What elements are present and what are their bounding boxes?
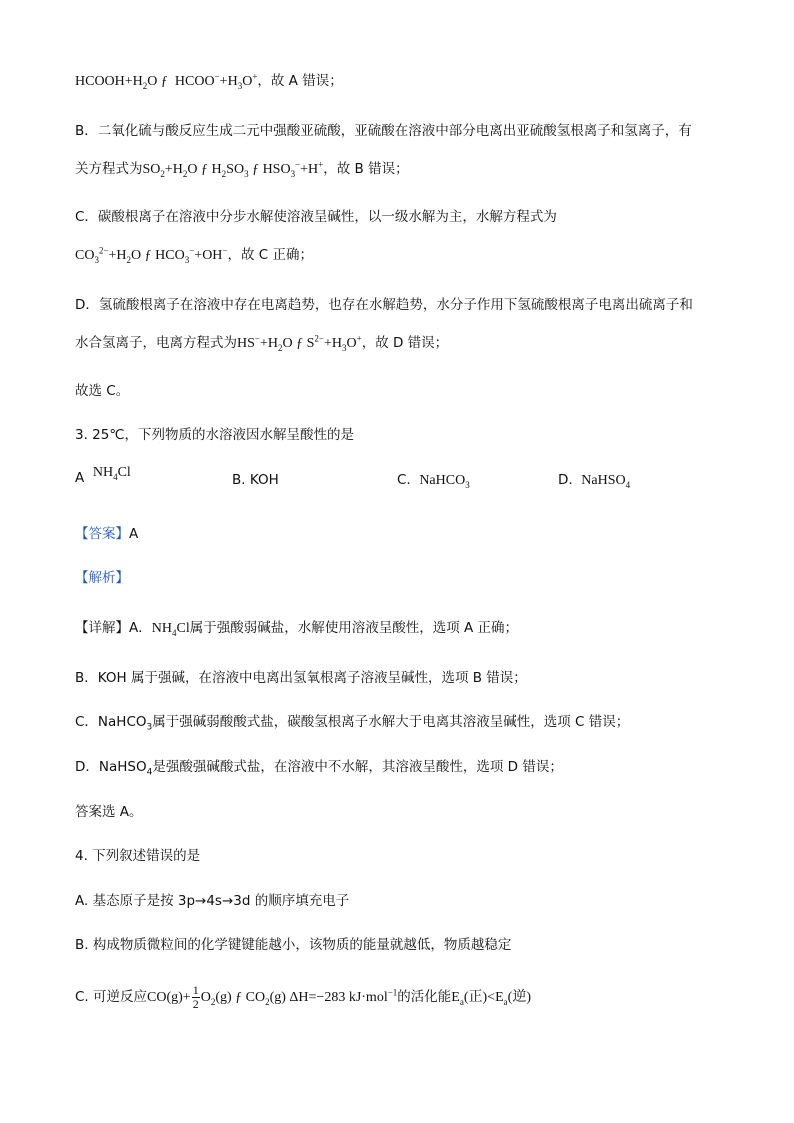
text: 水合氢离子，电离方程式为	[75, 335, 237, 351]
answer-line	[75, 525, 138, 543]
text: 2	[210, 996, 216, 1007]
text: D.	[558, 472, 573, 488]
text: 属于强碱弱酸酸式盐，碳酸氢根离子水解大于电离其溶液呈碱性，选项 C 错误；	[152, 714, 630, 730]
option-b: B. KOH	[232, 472, 279, 488]
text: ，故 A 错误；	[257, 73, 343, 89]
text: 2	[265, 996, 270, 1007]
text: −	[189, 245, 195, 256]
analysis-label: 【解析】	[75, 570, 129, 586]
text: HCOO	[174, 74, 215, 89]
text: −	[214, 71, 220, 82]
text: NH	[151, 621, 172, 636]
text: O ƒ H	[187, 162, 222, 177]
text: ，故 D 错误；	[361, 335, 449, 351]
equilibrium-symbol: ƒ	[160, 74, 168, 89]
option-a	[75, 465, 131, 487]
option-d	[558, 472, 630, 489]
text: O ƒ HCO	[131, 248, 185, 263]
text: +H	[300, 162, 319, 177]
question-4-stem: 4. 下列叙述错误的是	[75, 848, 201, 864]
detail-d-line	[75, 758, 563, 776]
text: NaHCO	[419, 473, 466, 488]
denominator: 2	[192, 997, 199, 1012]
final-answer: 答案选 A。	[75, 804, 143, 820]
text: CO	[75, 248, 95, 263]
text: +	[318, 159, 324, 170]
text: E	[495, 990, 504, 1005]
question-3-stem: 3. 25℃，下列物质的水溶液因水解呈酸性的是	[75, 427, 355, 443]
explanation-b-line1: B．二氧化硫与酸反应生成二元中强酸亚硫酸，亚硫酸在溶液中部分电离出亚硫酸氢根离子和氢离子，有	[75, 123, 692, 139]
text: 3	[244, 168, 249, 179]
option-c	[397, 472, 470, 489]
text: 4	[171, 627, 177, 638]
text: +OH	[194, 248, 223, 263]
text: A	[75, 470, 85, 486]
text: C．NaHCO	[75, 714, 147, 730]
text: 的活化能	[397, 989, 452, 1005]
q4-option-c	[75, 982, 531, 1013]
text: −1	[387, 987, 398, 998]
text: 3	[465, 479, 470, 490]
detail-b-line: B．KOH 属于强碱，在溶液中电离出氢氧根离子溶液呈碱性，选项 B 错误；	[75, 670, 527, 686]
text: O ƒ S	[282, 336, 315, 351]
text: 3	[94, 254, 99, 265]
text: 3	[290, 168, 296, 179]
text: 2	[142, 80, 148, 91]
text: +H	[323, 336, 342, 351]
explanation-c-line1: C．碳酸根离子在溶液中分步水解使溶液呈碱性，以一级水解为主，水解方程式为	[75, 209, 557, 225]
text: HCOOH	[75, 74, 125, 89]
text: 4	[625, 479, 631, 490]
text: +	[356, 333, 362, 344]
answer-value: A	[129, 526, 139, 542]
text: NaHSO	[581, 473, 626, 488]
text: +H	[164, 162, 183, 177]
text: NH	[92, 465, 114, 480]
text: +H	[219, 74, 238, 89]
text: E	[451, 990, 460, 1005]
q4-option-b: B. 构成物质微粒间的化学键键能越小，该物质的能量就越低，物质越稳定	[75, 937, 512, 953]
q4-option-a: A. 基态原子是按 3p→4s→3d 的顺序填充电子	[75, 893, 350, 909]
text: −	[254, 333, 260, 344]
numerator: 1	[192, 983, 199, 998]
text: Cl	[117, 465, 131, 480]
conclusion-line: 故选 C。	[75, 383, 130, 399]
text: +H	[124, 74, 143, 89]
text: O	[242, 74, 253, 89]
text: 2	[221, 168, 227, 179]
text: 2	[160, 168, 165, 179]
explanation-c-line2	[75, 246, 313, 265]
explanation-d-line1: D．氢硫酸根离子在溶液中存在电离趋势，也存在水解趋势，水分子作用下氢硫酸根离子电离出硫离子和	[75, 297, 693, 313]
text: ƒ HSO	[248, 162, 291, 177]
text: +H	[108, 248, 127, 263]
answer-label: 【答案】	[75, 526, 129, 542]
text: −	[222, 245, 228, 256]
text: 4	[113, 471, 118, 482]
text: ，故 C 正确；	[227, 247, 314, 263]
text: O	[147, 74, 158, 89]
equation-hcooh	[75, 72, 343, 91]
detail-a-line	[75, 619, 518, 638]
text: (逆)	[507, 990, 531, 1005]
text: 是强酸强碱酸式盐，在溶液中不水解，其溶液呈酸性，选项 D 错误；	[152, 759, 563, 775]
text: (g) ΔH=−283 kJ·mol	[269, 990, 388, 1005]
text: 3	[146, 722, 153, 733]
text: A．	[129, 620, 152, 636]
text: O	[200, 990, 211, 1005]
text: 3	[184, 254, 190, 265]
text: 2	[126, 254, 132, 265]
text: HS	[237, 336, 255, 351]
detail-label: 【详解】	[75, 620, 129, 636]
text: CO(g)+	[147, 990, 191, 1005]
text: SO	[226, 162, 245, 177]
text: 2−	[314, 333, 324, 344]
text: ，故 B 错误；	[323, 161, 409, 177]
text: +H	[259, 336, 278, 351]
text: 关方程式为	[75, 161, 143, 177]
text: 3	[237, 80, 243, 91]
text: Cl	[176, 621, 190, 636]
detail-c-line	[75, 713, 629, 731]
text: D．NaHSO	[75, 759, 147, 775]
explanation-b-line2	[75, 160, 409, 179]
explanation-d-line2	[75, 334, 448, 353]
text: a	[459, 996, 464, 1007]
text: SO	[142, 162, 161, 177]
text: 3	[342, 342, 347, 353]
text: 2−	[98, 245, 109, 256]
text: 2	[182, 168, 188, 179]
text: −	[295, 159, 301, 170]
fraction-one-half	[192, 984, 200, 1011]
text: 属于强酸弱碱盐，水解使用溶液呈酸性，选项 A 正确；	[189, 620, 519, 636]
text: O	[346, 336, 357, 351]
text: (g) ƒ CO	[215, 990, 266, 1005]
text: C. 可逆反应	[75, 989, 148, 1005]
text: C.	[397, 472, 411, 488]
text: a	[503, 996, 508, 1007]
text: 4	[146, 767, 153, 778]
text: (正)<	[463, 990, 496, 1005]
text: +	[252, 71, 258, 82]
text: 2	[278, 342, 283, 353]
